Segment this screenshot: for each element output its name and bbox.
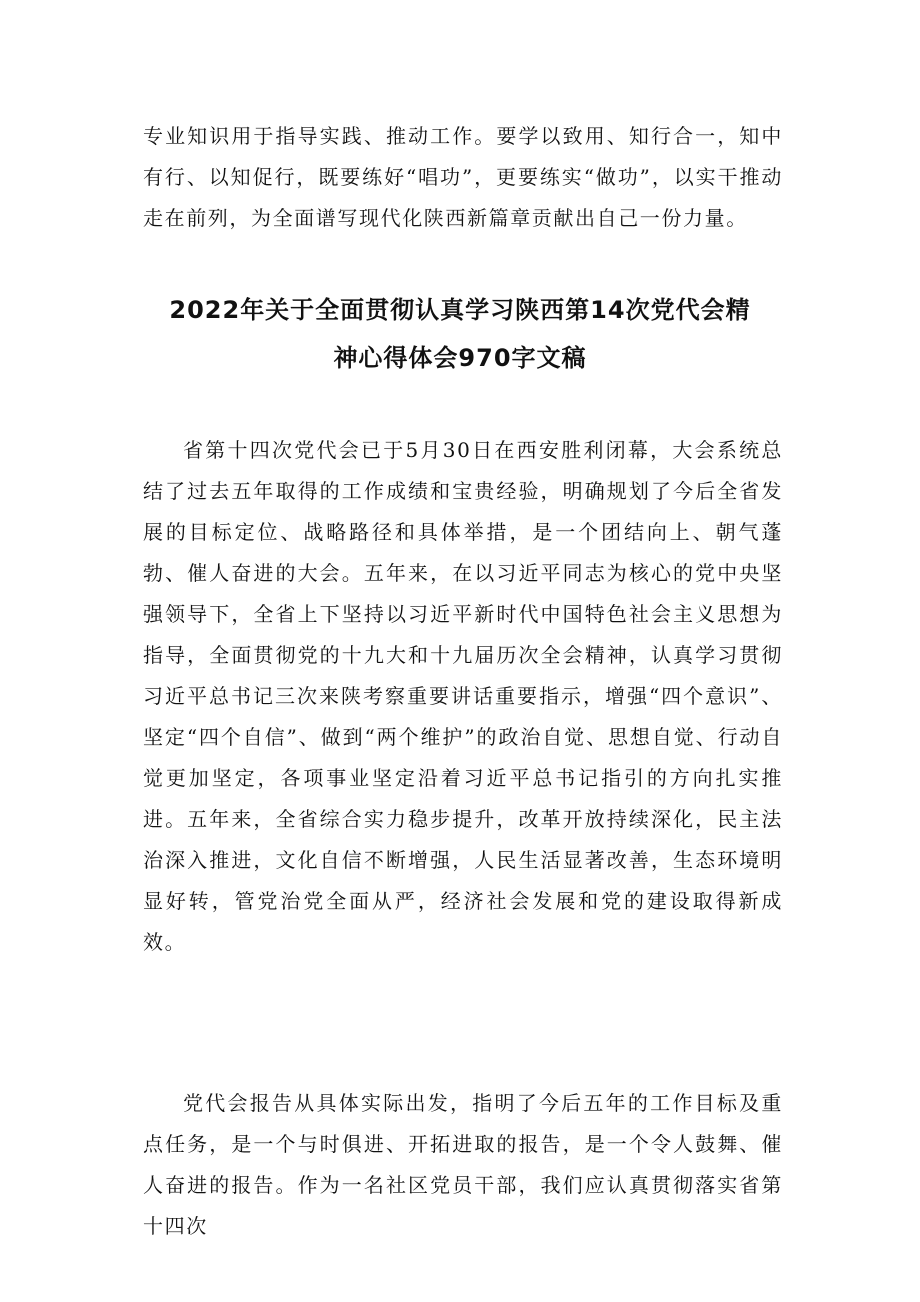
document-title (110, 286, 810, 382)
continuation-paragraph: 专业知识用于指导实践、推动工作。要学以致用、知行合一，知中有行、以知促行，既要练好“唱功”，更要练实“做功”，以实干推动走在前列，为全面谱写现代化陕西新篇章贡献出自己一份力量。 (143, 124, 783, 230)
body-paragraph-2: 党代会报告从具体实际出发，指明了今后五年的工作目标及重点任务，是一个与时俱进、开拓进取的报告，是一个令人鼓舞、催人奋进的报告。作为一名社区党员干部，我们应认真贯彻落实省第十四次 (143, 1091, 783, 1238)
title-line-2: 神心得体会970字文稿 (333, 344, 587, 372)
body-paragraph-1: 省第十四次党代会已于5月30日在西安胜利闭幕，大会系统总结了过去五年取得的工作成绩和宝贵经验，明确规划了今后全省发展的目标定位、战略路径和具体举措，是一个团结向上、朝气蓬勃、催人奋进的大会。五年来，在以习近平同志为核心的党中央坚强领导下，全省上下坚持以习近平新时代中国特色社会主义思想为指导，全面贯彻党的十九大和十九届历次全会精神，认真学习贯彻习近平总书记三次来陕考察重要讲话重要指示，增强“四个意识”、坚定“四个自信”、做到“两个维护”的政治自觉、思想自觉、行动自觉更加坚定，各项事业坚定沿着习近平总书记指引的方向扎实推进。五年来，全省综合实力稳步提升，改革开放持续深化，民主法治深入推进，文化自信不断增强，人民生活显著改善，生态环境明显好转，管党治党全面从严，经济社会发展和党的建设取得新成效。 (143, 438, 783, 954)
title-line-1: 2022年关于全面贯彻认真学习陕西第14次党代会精 (169, 296, 751, 324)
